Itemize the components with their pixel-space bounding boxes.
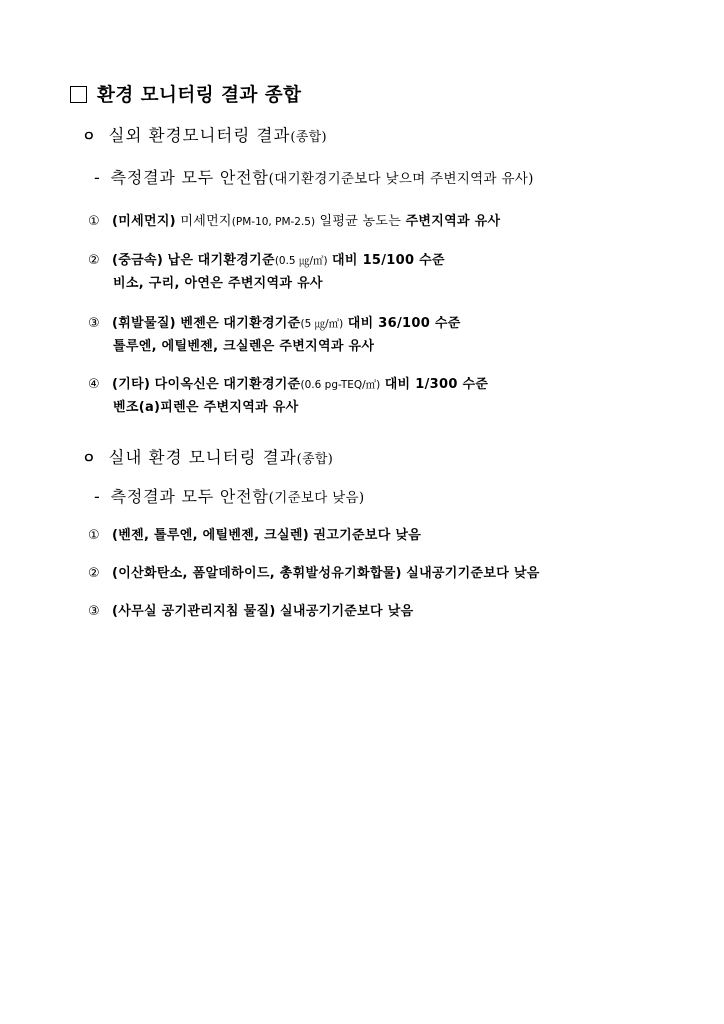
- indoor-item-3: [88, 605, 413, 618]
- item-number: ①: [88, 528, 100, 543]
- item-text: 벤젠은: [180, 316, 219, 331]
- item-result: 대비 15/100 수준: [332, 253, 445, 268]
- indoor-section-title: [82, 450, 333, 467]
- item-category: (벤젠, 톨루엔, 에틸벤젠, 크실렌): [112, 528, 309, 543]
- item-text-small: (PM-10, PM-2.5): [231, 216, 316, 228]
- bullet-icon: ㅇ: [82, 451, 97, 467]
- item-standard: 대기환경기준: [223, 316, 301, 331]
- item-result: 실내공기기준보다 낮음: [406, 566, 540, 581]
- item-standard-value: (0.5 ㎍/㎥): [274, 255, 328, 267]
- item-text: 미세먼지: [180, 214, 232, 229]
- item-category: (중금속): [112, 253, 164, 268]
- outdoor-item-1: [88, 215, 500, 228]
- item-category: (휘발물질): [112, 316, 176, 331]
- item-result: 주변지역과 유사: [405, 214, 501, 229]
- indoor-summary-detail: (기준보다 낮음): [268, 490, 365, 506]
- item-result: 대비 1/300 수준: [384, 377, 489, 392]
- indoor-summary: [94, 489, 364, 506]
- outdoor-item-3: [88, 317, 461, 330]
- indoor-summary-main: 측정결과 모두 안전함: [110, 487, 269, 506]
- checkbox-square-icon: [70, 86, 87, 103]
- item-standard-value: (5 ㎍/㎥): [300, 318, 344, 330]
- outdoor-item-4: [88, 378, 488, 391]
- outdoor-title-suffix: (종합): [290, 130, 327, 145]
- dash-marker: -: [94, 168, 101, 187]
- item-category: (기타): [112, 377, 151, 392]
- page-title-text: 환경 모니터링 결과 종합: [97, 85, 302, 106]
- indoor-item-1: [88, 529, 421, 542]
- item-number: ④: [88, 377, 100, 392]
- outdoor-item-2-line2: 비소, 구리, 아연은 주변지역과 유사: [113, 276, 323, 291]
- item-result: 실내공기기준보다 낮음: [280, 604, 414, 619]
- item-standard: 대기환경기준: [223, 377, 301, 392]
- item-category: (이산화탄소, 폼알데하이드, 총휘발성유기화합물): [112, 566, 402, 581]
- page-title: [70, 86, 302, 106]
- item-number: ③: [88, 316, 100, 331]
- item-category: (사무실 공기관리지침 물질): [112, 604, 276, 619]
- item-number: ②: [88, 566, 100, 581]
- item-text: 납은: [167, 253, 194, 268]
- item-standard: 대기환경기준: [197, 253, 275, 268]
- item-category: (미세먼지): [112, 214, 176, 229]
- outdoor-summary-main: 측정결과 모두 안전함: [110, 168, 269, 187]
- item-result: 권고기준보다 낮음: [313, 528, 422, 543]
- outdoor-item-2: [88, 254, 445, 267]
- item-text: 일평균 농도는: [319, 214, 402, 229]
- outdoor-section-title: [82, 128, 327, 145]
- outdoor-item-4-line2: 벤조(a)피렌은 주변지역과 유사: [113, 400, 299, 415]
- outdoor-item-3-line2: 톨루엔, 에틸벤젠, 크실렌은 주변지역과 유사: [113, 339, 375, 354]
- bullet-icon: ㅇ: [82, 129, 97, 145]
- outdoor-title: 실외 환경모니터링 결과: [108, 126, 291, 145]
- item-number: ③: [88, 604, 100, 619]
- outdoor-summary: [94, 170, 534, 187]
- item-number: ②: [88, 253, 100, 268]
- item-standard-value: (0.6 pg-TEQ/㎥): [300, 379, 381, 391]
- item-result: 대비 36/100 수준: [347, 316, 461, 331]
- indoor-title: 실내 환경 모니터링 결과: [108, 448, 297, 467]
- item-number: ①: [88, 214, 100, 229]
- outdoor-summary-detail: (대기환경기준보다 낮으며 주변지역과 유사): [268, 171, 534, 187]
- indoor-item-2: [88, 567, 540, 580]
- item-text: 다이옥신은: [154, 377, 219, 392]
- indoor-title-suffix: (종합): [296, 452, 334, 467]
- dash-marker: -: [94, 487, 101, 506]
